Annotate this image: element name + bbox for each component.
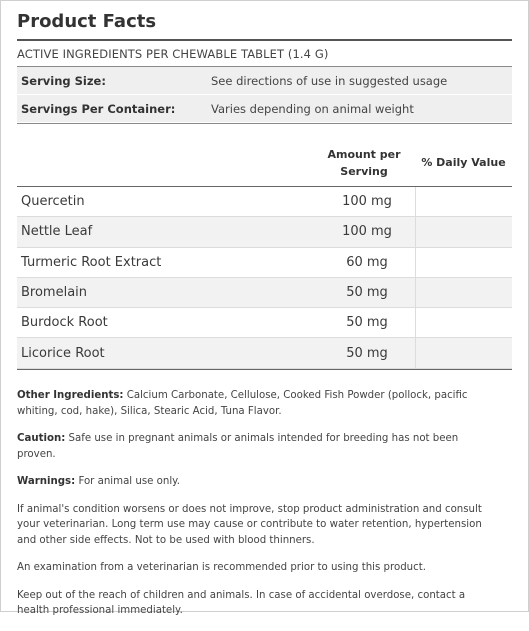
caution-text: Safe use in pregnant animals or animals intended for breeding has not been proven. [17, 433, 459, 460]
ingredient-daily-value [415, 248, 512, 277]
daily-value-header: % Daily Value [421, 156, 506, 169]
ingredient-name: Quercetin [21, 194, 85, 210]
table-row [17, 308, 512, 338]
serving-size-row [17, 67, 512, 95]
warnings-note [17, 474, 500, 490]
ingredients-table [17, 139, 512, 370]
ingredient-daily-value [415, 187, 512, 216]
examination-note: An examination from a veterinarian is recommended prior to using this product. [17, 562, 426, 573]
active-ingredients-subtitle: ACTIVE INGREDIENTS PER CHEWABLE TABLET (1.4 G) [17, 47, 329, 61]
ingredient-daily-value [415, 217, 512, 246]
ingredient-amount: 50 mg [346, 315, 388, 331]
ingredient-daily-value [415, 338, 512, 367]
page-title: Product Facts [17, 11, 157, 32]
warnings-text: For animal use only. [78, 476, 180, 487]
ingredients-table-divider [17, 369, 512, 370]
title-divider [17, 39, 512, 41]
ingredient-name: Turmeric Root Extract [21, 254, 162, 270]
ingredient-amount: 100 mg [342, 224, 392, 240]
ingredients-table-header [17, 139, 512, 187]
ingredients-table-body [17, 187, 512, 369]
caution-label: Caution: [17, 433, 66, 444]
servings-per-container-value: Varies depending on animal weight [211, 101, 414, 116]
servings-per-container-label: Servings Per Container: [21, 101, 176, 116]
ingredient-daily-value [415, 308, 512, 337]
consult-veterinarian-note: If animal's condition worsens or does not improve, stop product administration and consult your veterinarian. Long term use may cause or contribute to water retention, hypertension and other side effects. Not to be used with blood thinners. [17, 503, 482, 546]
ingredient-name: Nettle Leaf [21, 224, 93, 240]
serving-size-value: See directions of use in suggested usage [211, 73, 448, 88]
table-row [17, 338, 512, 368]
other-ingredients-label: Other Ingredients: [17, 390, 124, 401]
amount-per-serving-header [313, 146, 415, 180]
serving-info-table [17, 66, 512, 124]
table-row [17, 248, 512, 278]
ingredient-name: Burdock Root [21, 315, 108, 331]
caution-note [17, 431, 500, 462]
other-ingredients-note [17, 388, 500, 419]
ingredient-amount: 100 mg [342, 194, 392, 210]
ingredient-name: Licorice Root [21, 345, 105, 361]
serving-size-label: Serving Size: [21, 73, 106, 88]
keep-out-of-reach-note: Keep out of the reach of children and animals. In case of accidental overdose, contact a health professional immediately. [17, 589, 466, 616]
amount-header-line1: Amount per [327, 147, 401, 161]
ingredient-amount: 60 mg [346, 254, 388, 270]
amount-header-line2: Serving [340, 164, 388, 178]
ingredient-name: Bromelain [21, 285, 88, 301]
table-row [17, 278, 512, 308]
other-ingredients-text: Calcium Carbonate, Cellulose, Cooked Fish Powder (pollock, pacific whiting, cod, hake), Silica, Stearic Acid, Tuna Flavor. [17, 390, 468, 417]
table-row [17, 187, 512, 217]
ingredient-daily-value [415, 278, 512, 307]
serving-info-divider [17, 123, 512, 124]
servings-per-container-row [17, 95, 512, 123]
product-notes [17, 388, 500, 631]
ingredient-amount: 50 mg [346, 345, 388, 361]
ingredient-amount: 50 mg [346, 285, 388, 301]
warnings-label: Warnings: [17, 476, 76, 487]
table-row [17, 217, 512, 247]
